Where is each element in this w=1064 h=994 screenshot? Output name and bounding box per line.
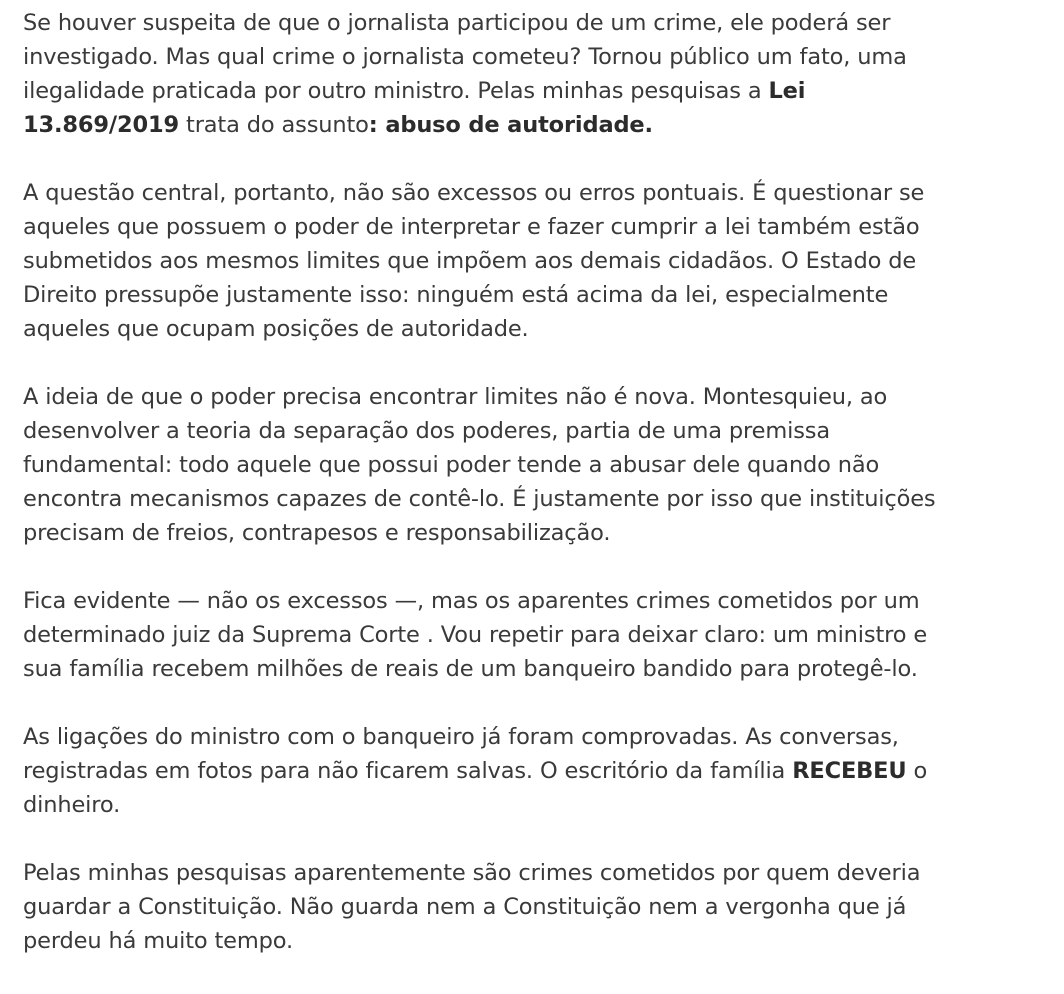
text-span: trata do assunto (179, 112, 369, 138)
text-line (23, 584, 1053, 618)
text-line (23, 176, 1053, 210)
bold-text-span: Lei (768, 78, 806, 104)
text-line (23, 74, 1053, 108)
text-span: dinheiro. (23, 792, 121, 818)
text-line (23, 40, 1053, 74)
text-span: Se houver suspeita de que o jornalista participou de um crime, ele poderá ser (23, 10, 891, 36)
text-line (23, 856, 1053, 890)
bold-text-span: : abuso de autoridade. (368, 112, 653, 138)
text-span: fundamental: todo aquele que possui poder tende a abusar dele quando não (23, 452, 880, 478)
bold-text-span: 13.869/2019 (23, 112, 180, 138)
text-line (23, 414, 1053, 448)
article-paragraph (23, 856, 1053, 958)
text-line (23, 278, 1053, 312)
text-span: o (906, 758, 928, 784)
text-span: Direito pressupõe justamente isso: ninguém está acima da lei, especialmente (23, 282, 889, 308)
text-line (23, 924, 1053, 958)
text-line (23, 618, 1053, 652)
text-span: Pelas minhas pesquisas aparentemente são crimes cometidos por quem deveria (23, 860, 921, 886)
bold-text-span: RECEBEU (792, 758, 907, 784)
article-paragraph (23, 584, 1053, 686)
text-span: encontra mecanismos capazes de contê-lo. É justamente por isso que instituições (23, 486, 936, 512)
text-span: submetidos aos mesmos limites que impõem aos demais cidadãos. O Estado de (23, 248, 917, 274)
article-body (23, 6, 1053, 958)
article-paragraph (23, 6, 1053, 142)
text-span: investigado. Mas qual crime o jornalista cometeu? Tornou público um fato, uma (23, 44, 907, 70)
text-line (23, 380, 1053, 414)
text-span: desenvolver a teoria da separação dos poderes, partia de uma premissa (23, 418, 831, 444)
text-span: registradas em fotos para não ficarem salvas. O escritório da família (23, 758, 793, 784)
text-span: ilegalidade praticada por outro ministro. Pelas minhas pesquisas a (23, 78, 769, 104)
text-line (23, 482, 1053, 516)
text-span: precisam de freios, contrapesos e responsabilização. (23, 520, 611, 546)
text-span: determinado juiz da Suprema Corte . Vou repetir para deixar claro: um ministro e (23, 622, 928, 648)
text-line (23, 244, 1053, 278)
text-line (23, 754, 1053, 788)
text-line (23, 652, 1053, 686)
article-paragraph (23, 720, 1053, 822)
article-paragraph (23, 380, 1053, 550)
text-span: aqueles que ocupam posições de autoridade. (23, 316, 529, 342)
text-span: sua família recebem milhões de reais de um banqueiro bandido para protegê-lo. (23, 656, 918, 682)
text-span: guardar a Constituição. Não guarda nem a Constituição nem a vergonha que já (23, 894, 907, 920)
text-line (23, 108, 1053, 142)
text-line (23, 890, 1053, 924)
text-line (23, 720, 1053, 754)
text-line (23, 448, 1053, 482)
text-line (23, 788, 1053, 822)
text-line (23, 6, 1053, 40)
article-paragraph (23, 176, 1053, 346)
text-line (23, 516, 1053, 550)
text-span: A ideia de que o poder precisa encontrar limites não é nova. Montesquieu, ao (23, 384, 888, 410)
text-span: A questão central, portanto, não são excessos ou erros pontuais. É questionar se (23, 180, 925, 206)
text-line (23, 312, 1053, 346)
text-span: As ligações do ministro com o banqueiro já foram comprovadas. As conversas, (23, 724, 899, 750)
text-line (23, 210, 1053, 244)
text-span: aqueles que possuem o poder de interpretar e fazer cumprir a lei também estão (23, 214, 920, 240)
text-span: perdeu há muito tempo. (23, 928, 293, 954)
text-span: Fica evidente — não os excessos —, mas os aparentes crimes cometidos por um (23, 588, 920, 614)
